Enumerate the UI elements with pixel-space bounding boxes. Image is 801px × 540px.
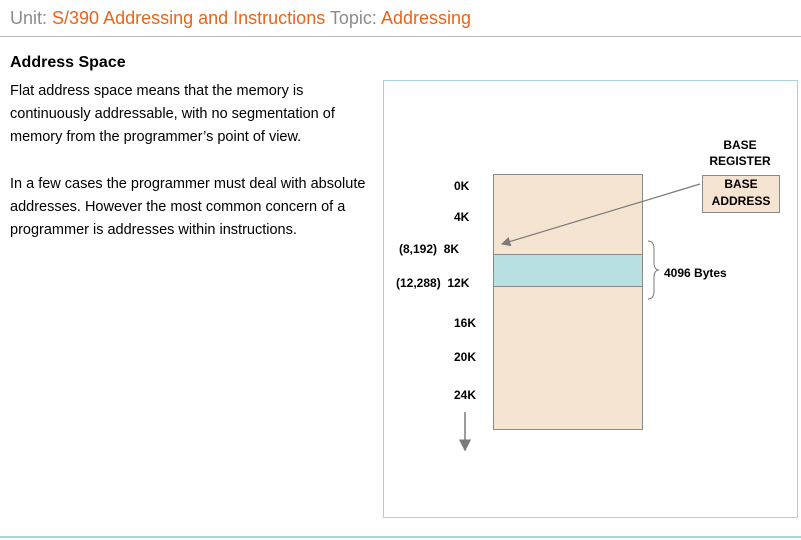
- base-address-line1: BASE: [724, 177, 758, 191]
- topic-label: Topic:: [329, 8, 377, 28]
- topic-value: Addressing: [380, 8, 472, 28]
- base-address-line2: ADDRESS: [711, 194, 771, 208]
- address-label-8k: (8,192) 8K: [399, 242, 460, 256]
- base-address-pointer-arrow: [502, 184, 700, 244]
- unit-label: Unit:: [10, 8, 48, 28]
- address-label-16k: 16K: [454, 316, 477, 330]
- unit-value: S/390 Addressing and Instructions: [52, 8, 326, 28]
- range-size-label: 4096 Bytes: [664, 266, 727, 280]
- address-label-12k: (12,288) 12K: [396, 276, 470, 290]
- base-register-label-line1: BASE: [723, 138, 757, 152]
- section-title: Address Space: [10, 54, 126, 71]
- range-brace: [648, 241, 659, 299]
- paragraph-absolute-addresses: In a few cases the programmer must deal with absolute addresses. However the most common concern of a programmer is addresses within instructions.: [10, 176, 366, 238]
- address-label-0k: 0K: [454, 179, 470, 193]
- address-label-24k: 24K: [454, 388, 477, 402]
- paragraph-flat-address: Flat address space means that the memory is continuously addressable, with no segmentation of memory from the programmer’s point of view.: [10, 83, 335, 145]
- address-label-20k: 20K: [454, 350, 477, 364]
- address-label-4k: 4K: [454, 210, 470, 224]
- footer-divider: [0, 536, 801, 538]
- base-register-label-line2: REGISTER: [709, 154, 771, 168]
